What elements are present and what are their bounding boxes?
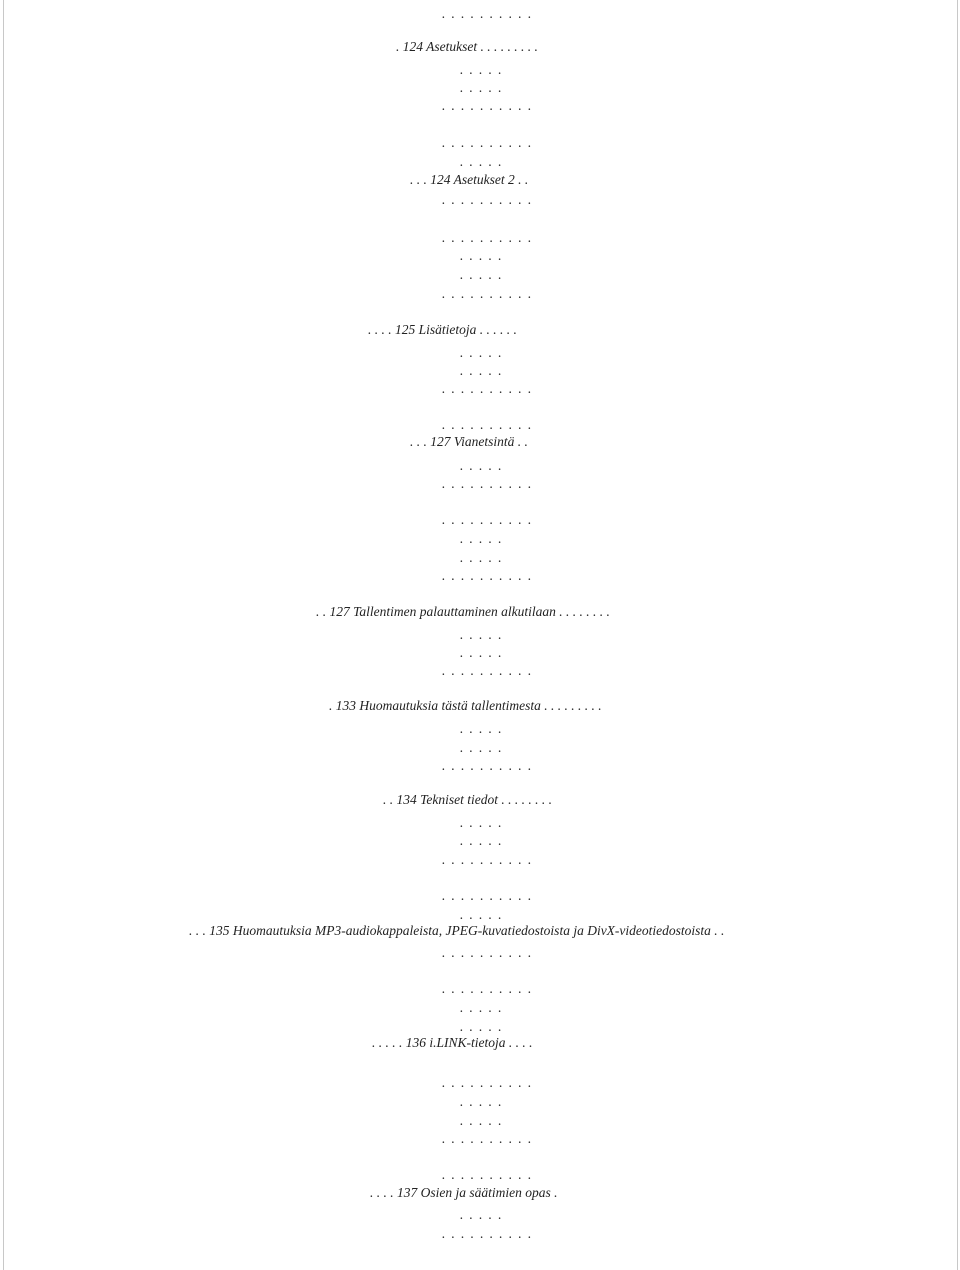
- toc-leader: . . . . . . . . . .: [442, 476, 533, 491]
- toc-leader: . . . . .: [460, 627, 503, 642]
- toc-leader: . . . . .: [460, 550, 503, 565]
- toc-leader: . . . . . . . . . .: [442, 417, 533, 432]
- toc-leader: . . . . . . . . . .: [442, 381, 533, 396]
- toc-entry-tekniset-tiedot[interactable]: . . 134 Tekniset tiedot . . . . . . . .: [383, 792, 552, 807]
- toc-entry-vianetsinta[interactable]: . . . 127 Vianetsintä . .: [410, 434, 528, 449]
- toc-leader: . . . . . . . . . .: [442, 981, 533, 996]
- toc-leader: . . . . . . . . . .: [442, 6, 533, 21]
- toc-leader: . . . . . . . . . .: [442, 1226, 533, 1241]
- toc-leader: . . . . .: [460, 531, 503, 546]
- toc-leader: . . . . .: [460, 721, 503, 736]
- toc-leader: . . . . .: [460, 740, 503, 755]
- toc-leader: . . . . . . . . . .: [442, 98, 533, 113]
- page-left-edge: [3, 0, 4, 1270]
- toc-leader: . . . . . . . . . .: [442, 1167, 533, 1182]
- toc-leader: . . . . .: [460, 1094, 503, 1109]
- toc-leader: . . . . .: [460, 80, 503, 95]
- toc-leader: . . . . . . . . . .: [442, 758, 533, 773]
- toc-leader: . . . . . . . . . .: [442, 568, 533, 583]
- toc-leader: . . . . . . . . . .: [442, 852, 533, 867]
- toc-leader: . . . . . . . . . .: [442, 888, 533, 903]
- toc-leader: . . . . .: [460, 815, 503, 830]
- toc-leader: . . . . .: [460, 1207, 503, 1222]
- page-right-edge: [957, 0, 958, 1270]
- toc-leader: . . . . . . . . . .: [442, 663, 533, 678]
- toc-leader: . . . . .: [460, 62, 503, 77]
- toc-leader: . . . . .: [460, 154, 503, 169]
- toc-leader: . . . . . . . . . .: [442, 945, 533, 960]
- toc-leader: . . . . . . . . . .: [442, 1131, 533, 1146]
- toc-entry-huomautuksia-tallentimesta[interactable]: . 133 Huomautuksia tästä tallentimesta . . . . . . . . .: [329, 698, 602, 713]
- toc-leader: . . . . . . . . . .: [442, 512, 533, 527]
- toc-leader: . . . . .: [460, 645, 503, 660]
- toc-entry-lisatietoja[interactable]: . . . . 125 Lisätietoja . . . . . .: [368, 322, 517, 337]
- toc-leader: . . . . . . . . . .: [442, 286, 533, 301]
- toc-leader: . . . . . . . . . .: [442, 230, 533, 245]
- toc-entry-asetukset-2[interactable]: . . . 124 Asetukset 2 . .: [410, 172, 529, 187]
- toc-leader: . . . . .: [460, 345, 503, 360]
- toc-leader: . . . . . . . . . .: [442, 1075, 533, 1090]
- toc-entry-ilink-tietoja[interactable]: . . . . . 136 i.LINK-tietoja . . . .: [372, 1035, 533, 1050]
- toc-entry-osien-ja-saatimien-opas[interactable]: . . . . 137 Osien ja säätimien opas .: [370, 1185, 558, 1200]
- toc-leader: . . . . .: [460, 907, 503, 922]
- toc-leader: . . . . .: [460, 833, 503, 848]
- toc-entry-tallentimen-palauttaminen[interactable]: . . 127 Tallentimen palauttaminen alkutilaan . . . . . . . .: [316, 604, 610, 619]
- toc-leader: . . . . .: [460, 363, 503, 378]
- toc-leader: . . . . . . . . . .: [442, 192, 533, 207]
- toc-entry-huomautuksia-mp3-jpeg-divx[interactable]: . . . 135 Huomautuksia MP3-audiokappaleista, JPEG-kuvatiedostoista ja DivX-videotiedostoista . .: [189, 923, 725, 938]
- toc-leader: . . . . .: [460, 1000, 503, 1015]
- toc-leader: . . . . .: [460, 458, 503, 473]
- toc-leader: . . . . .: [460, 1113, 503, 1128]
- toc-entry-asetukset[interactable]: . 124 Asetukset . . . . . . . . .: [396, 39, 538, 54]
- toc-leader: . . . . .: [460, 248, 503, 263]
- toc-leader: . . . . . . . . . .: [442, 135, 533, 150]
- toc-leader: . . . . .: [460, 1019, 503, 1034]
- toc-leader: . . . . .: [460, 267, 503, 282]
